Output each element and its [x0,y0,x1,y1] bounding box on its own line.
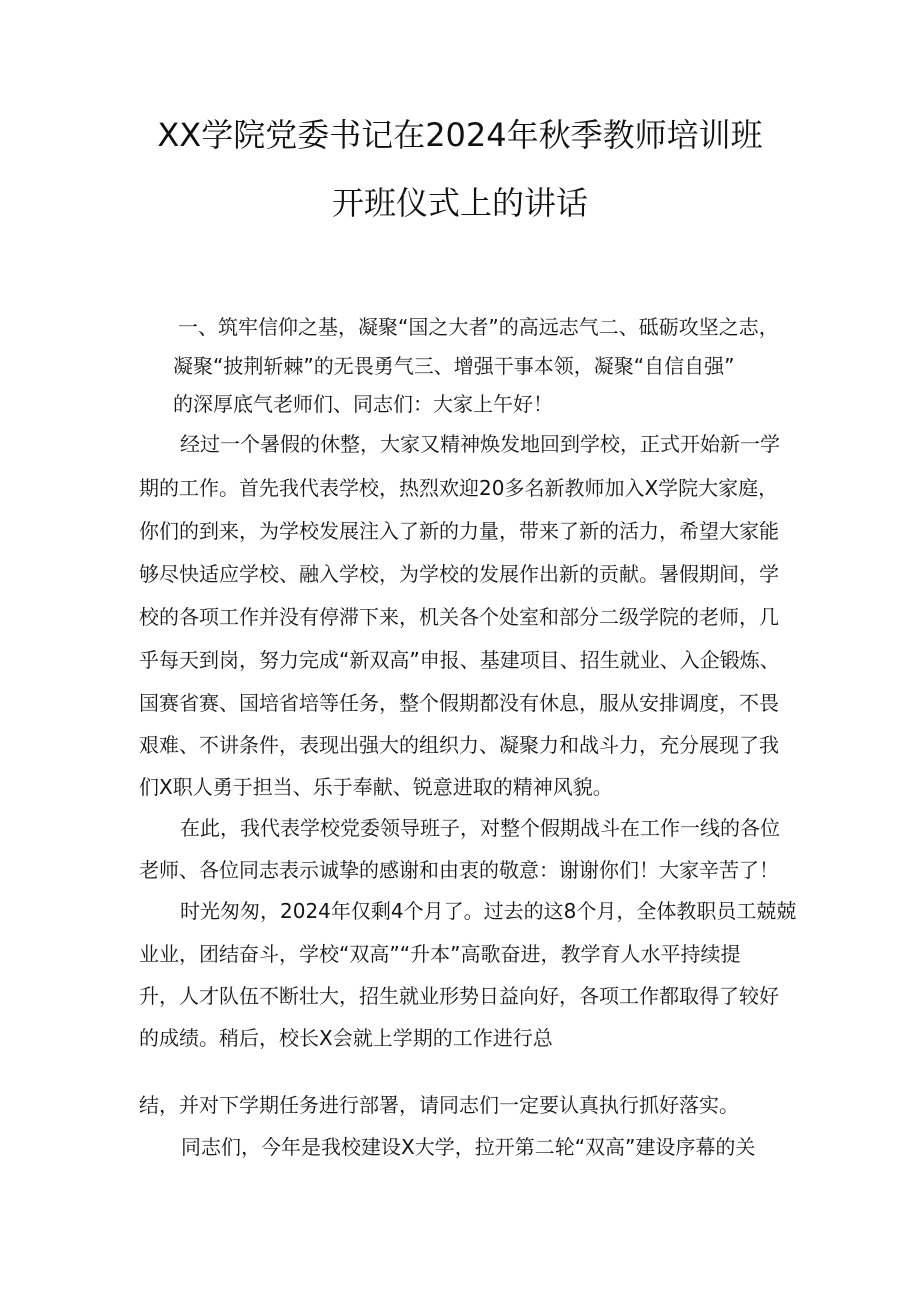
body-line-14: 老师、各位同志表示诚挚的感谢和由衷的敬意：谢谢你们！大家辛苦了！ [139,858,779,882]
body-line-15: 时光匆匆，2024年仅剩4个月了。过去的这8个月，全体教职员工兢兢 [180,899,797,923]
body-line-19: 结，并对下学期任务进行部署，请同志们一定要认真执行抓好落实。 [139,1093,739,1117]
body-line-7: 够尽快适应学校、融入学校，为学校的发展作出新的贡献。暑假期间，学 [139,562,779,586]
body-line-18: 的成绩。稍后，校长X会就上学期的工作进行总 [139,1026,553,1050]
body-line-4: 经过一个暑假的休整，大家又精神焕发地回到学校，正式开始新一学 [180,432,780,456]
body-line-11: 艰难、不讲条件，表现出强大的组织力、凝聚力和战斗力，充分展现了我 [139,733,779,757]
body-line-17: 升，人才队伍不断壮大，招生就业形势日益向好，各项工作都取得了较好 [139,984,779,1008]
body-line-20: 同志们，今年是我校建设X大学，拉开第二轮“双高”建设序幕的关 [181,1135,756,1159]
body-line-8: 校的各项工作并没有停滞下来，机关各个处室和部分二级学院的老师，几 [139,605,779,629]
body-line-6: 你们的到来，为学校发展注入了新的力量，带来了新的活力，希望大家能 [139,519,779,543]
body-line-9: 乎每天到岗，努力完成“新双高”申报、基建项目、招生就业、入企锻炼、 [139,648,780,672]
body-line-12: 们X职人勇于担当、乐于奉献、锐意进取的精神风貌。 [139,775,613,799]
body-line-2: 凝聚“披荆斩棘”的无畏勇气三、增强干事本领，凝聚“自信自强” [173,354,735,378]
document-title-line-1: XX学院党委书记在2024年秋季教师培训班 [157,116,763,154]
document-title-line-2: 开班仪式上的讲话 [331,184,588,222]
body-line-16: 业业，团结奋斗，学校“双高”“升本”高歌奋进，教学育人水平持续提 [139,942,741,966]
body-line-3: 的深厚底气老师们、同志们：大家上午好！ [173,392,553,416]
body-line-1: 一、筑牢信仰之基，凝聚“国之大者”的高远志气二、砥砺攻坚之志， [178,315,779,339]
body-line-5: 期的工作。首先我代表学校，热烈欢迎20多名新教师加入X学院大家庭， [139,476,779,500]
body-line-13: 在此，我代表学校党委领导班子，对整个假期战斗在工作一线的各位 [180,816,780,840]
body-line-10: 国赛省赛、国培省培等任务，整个假期都没有休息，服从安排调度，不畏 [139,691,779,715]
